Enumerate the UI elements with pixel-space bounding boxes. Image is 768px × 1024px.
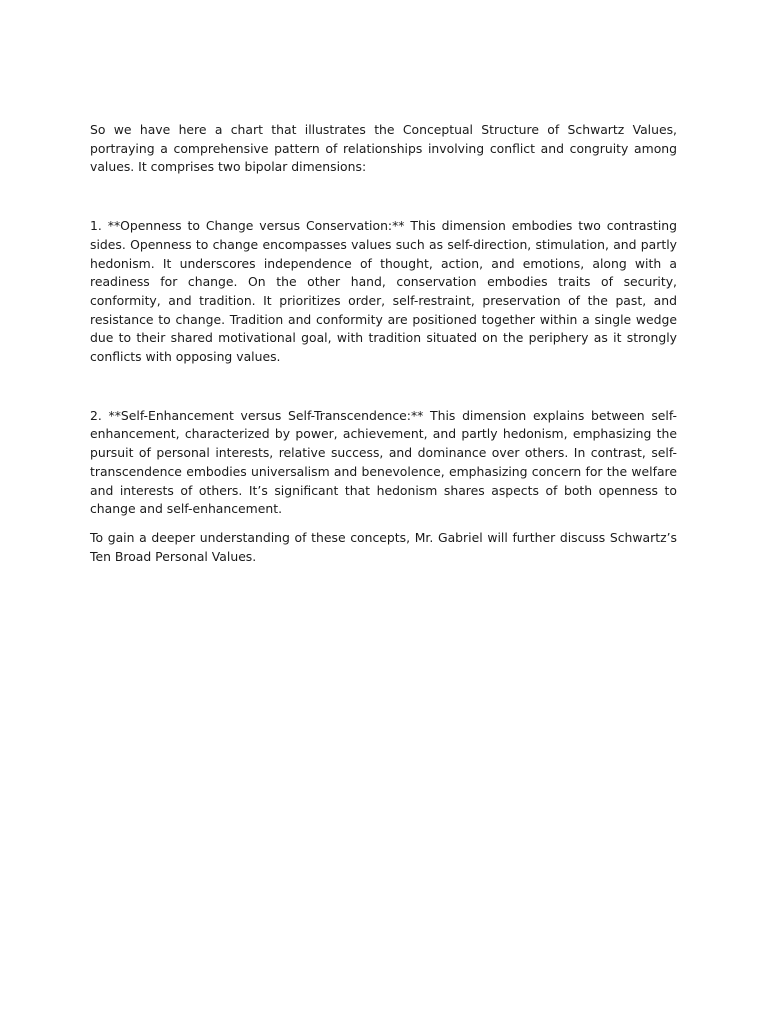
closing-paragraph: To gain a deeper understanding of these concepts, Mr. Gabriel will further discuss Schwartz’s Ten Broad Personal Values. xyxy=(90,529,677,564)
intro-paragraph: So we have here a chart that illustrates the Conceptual Structure of Schwartz Values, portraying a comprehensive pattern of relationships involving conflict and congruity among values. It comprises two bipolar dimensions: xyxy=(90,122,677,175)
document-body xyxy=(90,121,677,566)
openness-vs-conservation-paragraph: 1. **Openness to Change versus Conservation:** This dimension embodies two contrasting sides. Openness to change encompasses values such as self-direction, stimulation, and partly hedonism. It underscores independence of thought, action, and emotions, along with a readiness for change. On the other hand, conservation embodies traits of security, conformity, and tradition. It prioritizes order, self-restraint, preservation of the past, and resistance to change. Tradition and conformity are positioned together within a single wedge due to their shared motivational goal, with tradition situated on the periphery as it strongly conflicts with opposing values. xyxy=(90,218,677,365)
enhancement-vs-transcendence-paragraph: 2. **Self-Enhancement versus Self-Transcendence:** This dimension explains between self-enhancement, characterized by power, achievement, and partly hedonism, emphasizing the pursuit of personal interests, relative success, and dominance over others. In contrast, self-transcendence embodies universalism and benevolence, emphasizing concern for the welfare and interests of others. It’s significant that hedonism shares aspects of both openness to change and self-enhancement. xyxy=(90,407,677,517)
